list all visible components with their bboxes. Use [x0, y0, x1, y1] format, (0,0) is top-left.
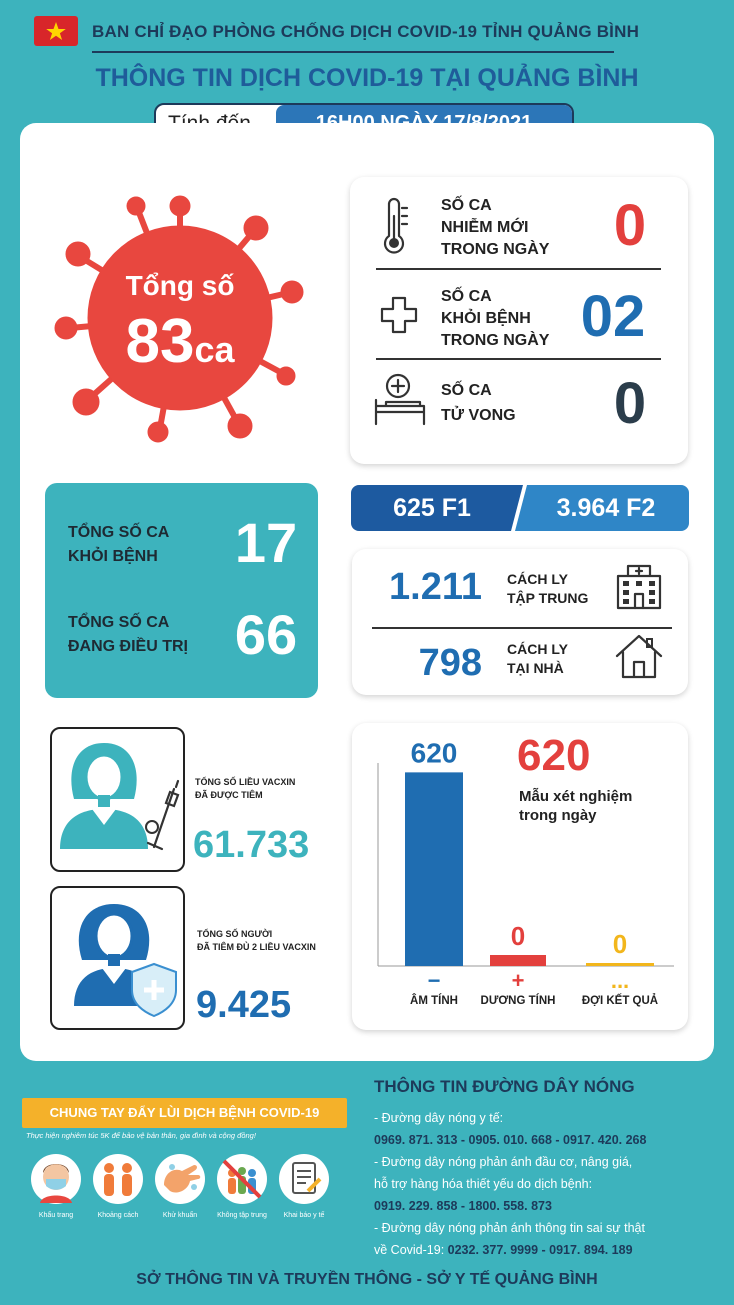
total-treating-label-2: ĐANG ĐIỀU TRỊ — [68, 638, 188, 655]
campaign-item-no-gathering-label: Không tập trung — [217, 1212, 267, 1219]
hotline-numbers-1[interactable]: 0969. 871. 313 - 0905. 010. 668 - 0917. 420. 268 — [374, 1133, 647, 1147]
quarantine-central-label-1: CÁCH LY — [507, 571, 568, 587]
vaccine-doses-label — [195, 776, 295, 802]
total-recovered-value: 17 — [234, 511, 298, 574]
daily-new-label-1: SỐ CA — [441, 197, 492, 214]
vaccine-doses-label-2: ĐÃ ĐƯỢC TIÊM — [195, 790, 263, 800]
hotline-numbers-3[interactable]: 0232. 377. 9999 - 0917. 894. 189 — [447, 1243, 633, 1257]
house-icon — [614, 632, 664, 685]
divider — [372, 627, 672, 629]
header-divider — [92, 51, 614, 53]
daily-new-label-2: NHIỄM MỚI — [441, 219, 529, 236]
daily-death-label — [441, 380, 516, 427]
bar-symbol-0: − — [427, 968, 441, 993]
bar-symbol-2: ... — [610, 968, 630, 993]
tests-caption-1: Mẫu xét nghiệm — [519, 788, 633, 805]
daily-recovered-label — [441, 286, 549, 352]
footer-text: SỞ THÔNG TIN VÀ TRUYỀN THÔNG - SỞ Y TẾ QUẢNG BÌNH — [136, 1271, 598, 1288]
vaccine-full-label-1: TỔNG SỐ NGƯỜI — [197, 929, 273, 939]
quarantine-central-label — [507, 570, 588, 608]
daily-new-label-3: TRONG NGÀY — [441, 241, 550, 258]
distance-icon — [92, 1153, 144, 1205]
quarantine-home-label-1: CÁCH LY — [507, 641, 568, 657]
campaign-item-disinfect — [154, 1153, 206, 1219]
daily-new-label — [441, 195, 549, 261]
bar-category-label-0: ÂM TÍNH — [410, 995, 458, 1007]
contacts-bar — [351, 485, 689, 531]
campaign-item-declaration — [278, 1153, 330, 1219]
campaign-item-mask — [30, 1153, 82, 1219]
divider — [376, 358, 661, 360]
vaccine-doses-label-1: TỔNG SỐ LIỀU VACXIN — [195, 777, 296, 787]
hotline-line-3: - Đường dây nóng phản ánh đầu cơ, nâng giá, — [374, 1155, 633, 1169]
campaign-item-distance-label: Khoảng cách — [97, 1212, 139, 1219]
daily-recovered-label-1: SỐ CA — [441, 288, 492, 305]
daily-recovered-label-3: TRONG NGÀY — [441, 332, 550, 349]
hotline-numbers-2[interactable]: 0919. 229. 858 - 1800. 558. 873 — [374, 1199, 552, 1213]
total-unit: ca — [194, 329, 235, 370]
thermometer-icon — [376, 196, 412, 261]
quarantine-home-label-2: TẠI NHÀ — [507, 660, 564, 676]
campaign-item-declaration-label: Khai báo y tế — [283, 1212, 325, 1219]
vaccine-full-label-2: ĐÃ TIÊM ĐỦ 2 LIỀU VACXIN — [197, 942, 316, 952]
no-gathering-icon — [216, 1153, 268, 1205]
vaccine-doses-value: 61.733 — [193, 824, 310, 866]
total-label: Tổng số — [125, 270, 235, 301]
quarantine-home-value: 798 — [418, 642, 482, 684]
campaign-item-no-gathering — [216, 1153, 268, 1219]
hotline-line-7 — [374, 1239, 646, 1261]
campaign-item-disinfect-label: Khử khuẩn — [162, 1212, 198, 1219]
hotline-line-6: - Đường dây nóng phản ánh thông tin sai sự thật — [374, 1221, 645, 1235]
divider — [376, 268, 661, 270]
campaign-subtitle: Thực hiện nghiêm túc 5K để bảo vệ bản thân, gia đình và cộng đồng! — [26, 1131, 256, 1140]
building-icon — [614, 562, 664, 615]
campaign-banner: CHUNG TAY ĐẨY LÙI DỊCH BỆNH COVID-19 — [22, 1098, 347, 1128]
daily-death-label-1: SỐ CA — [441, 382, 492, 399]
vietnam-flag — [34, 16, 78, 46]
bar-category-label-1: DƯƠNG TÍNH — [480, 995, 556, 1007]
virus-total — [50, 188, 310, 448]
bar-2 — [586, 963, 654, 966]
org-name: BAN CHỈ ĐẠO PHÒNG CHỐNG DỊCH COVID-19 TỈNH QUẢNG BÌNH — [92, 22, 640, 41]
daily-new-value: 0 — [613, 193, 647, 258]
total-value: 83 — [125, 307, 195, 376]
total-treating-value: 66 — [234, 603, 298, 666]
vaccine-full-value: 9.425 — [196, 984, 292, 1026]
daily-death-value: 0 — [613, 371, 647, 436]
nurse-syringe-icon — [52, 729, 182, 869]
hotline-title: THÔNG TIN ĐƯỜNG DÂY NÓNG — [374, 1077, 635, 1096]
quarantine-central-label-2: TẬP TRUNG — [507, 590, 589, 606]
tests-caption-2: trong ngày — [519, 807, 597, 824]
total-value-row — [50, 306, 310, 377]
bar-category-label-2: ĐỢI KẾT QUẢ — [581, 995, 659, 1007]
f1-count: 625 F1 — [393, 494, 471, 522]
face-mask-icon — [30, 1153, 82, 1205]
total-treating-label — [68, 612, 188, 658]
vaccine-full-card — [50, 886, 185, 1030]
hand-wash-icon — [154, 1153, 206, 1205]
hotline-text — [374, 1107, 646, 1261]
daily-recovered-value: 02 — [580, 284, 646, 349]
campaign-icons — [28, 1153, 348, 1223]
health-declaration-icon — [278, 1153, 330, 1205]
campaign-item-mask-label: Khẩu trang — [38, 1212, 74, 1219]
vaccine-full-label — [197, 928, 316, 954]
quarantine-home-label — [507, 640, 568, 678]
daily-death-label-2: TỬ VONG — [441, 407, 516, 424]
tests-chart — [352, 723, 688, 1030]
quarantine-central-value: 1.211 — [389, 566, 482, 608]
f2-count: 3.964 F2 — [556, 494, 656, 522]
vaccine-doses-card — [50, 727, 185, 872]
hotline-line-1: - Đường dây nóng y tế: — [374, 1111, 504, 1125]
campaign-item-distance — [92, 1153, 144, 1219]
bar-value-label-0: 620 — [410, 737, 458, 769]
person-shield-icon — [52, 888, 182, 1028]
bar-symbol-1: + — [511, 968, 525, 993]
bar-value-label-1: 0 — [510, 921, 526, 951]
tests-total: 620 — [517, 731, 591, 780]
page-title: THÔNG TIN DỊCH COVID-19 TẠI QUẢNG BÌNH — [95, 64, 639, 92]
total-recovered-label-2: KHỎI BỆNH — [68, 548, 158, 565]
total-recovered-label — [68, 522, 169, 568]
total-recovered-label-1: TỔNG SỐ CA — [68, 524, 170, 541]
medical-cross-icon — [380, 296, 418, 339]
hospital-bed-icon — [372, 372, 428, 433]
hotline-line-4: hỗ trợ hàng hóa thiết yếu do dịch bệnh: — [374, 1177, 593, 1191]
total-treating-label-1: TỔNG SỐ CA — [68, 614, 170, 631]
bar-0 — [405, 772, 463, 966]
daily-recovered-label-2: KHỎI BỆNH — [441, 310, 531, 327]
bar-value-label-2: 0 — [612, 929, 628, 959]
hotline-line-7-prefix: về Covid-19: — [374, 1243, 448, 1257]
bar-1 — [490, 955, 546, 966]
